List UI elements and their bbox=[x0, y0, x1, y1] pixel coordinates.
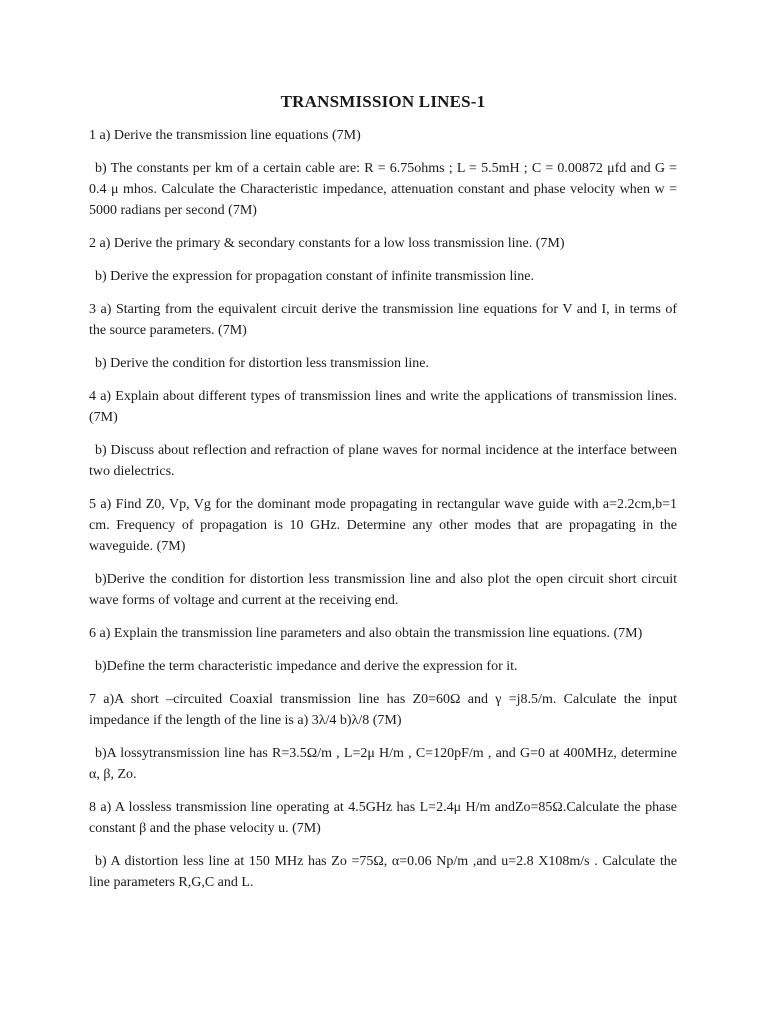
question-part-a: 8 a) A lossless transmission line operating at 4.5GHz has L=2.4μ H/m andZo=85Ω.Calculate the phase constant β and the phase velocity u. (7M) bbox=[89, 800, 677, 836]
question-part-b: b) Discuss about reflection and refraction of plane waves for normal incidence at the interface between two dielectrics. bbox=[89, 443, 677, 479]
question-part-b: b)Derive the condition for distortion less transmission line and also plot the open circuit short circuit wave forms of voltage and current at the receiving end. bbox=[89, 572, 677, 608]
question-part-a: 2 a) Derive the primary & secondary constants for a low loss transmission line. (7M) bbox=[89, 236, 565, 251]
document-page bbox=[89, 92, 677, 905]
question-part-a: 1 a) Derive the transmission line equations (7M) bbox=[89, 128, 361, 143]
question-part-a: 5 a) Find Z0, Vp, Vg for the dominant mode propagating in rectangular wave guide with a=2.2cm,b=1 cm. Frequency of propagation is 10 GHz. Determine any other modes that are propagating in the waveguide. (7M) bbox=[89, 497, 677, 554]
question-part-a: 6 a) Explain the transmission line parameters and also obtain the transmission line equations. (7M) bbox=[89, 626, 643, 641]
question-part-b: b) The constants per km of a certain cable are: R = 6.75ohms ; L = 5.5mH ; C = 0.00872 μfd and G = 0.4 μ mhos. Calculate the Characteristic impedance, attenuation constant and phase velocity when w = 5000 radians per second (7M) bbox=[89, 161, 677, 218]
question-part-a: 7 a)A short –circuited Coaxial transmission line has Z0=60Ω and γ =j8.5/m. Calculate the input impedance if the length of the line is a) 3λ/4 b)λ/8 (7M) bbox=[89, 692, 677, 728]
question-part-b: b) A distortion less line at 150 MHz has Zo =75Ω, α=0.06 Np/m ,and u=2.8 X108m/s . Calculate the line parameters R,G,C and L. bbox=[89, 854, 677, 890]
question-part-a: 3 a) Starting from the equivalent circuit derive the transmission line equations for V and I, in terms of the source parameters. (7M) bbox=[89, 302, 677, 338]
question-list bbox=[89, 125, 677, 893]
question-part-b: b)A lossytransmission line has R=3.5Ω/m , L=2μ H/m , C=120pF/m , and G=0 at 400MHz, determine α, β, Zo. bbox=[89, 746, 677, 782]
question-part-a: 4 a) Explain about different types of transmission lines and write the applications of transmission lines. (7M) bbox=[89, 389, 677, 425]
document-title: TRANSMISSION LINES-1 bbox=[280, 92, 486, 111]
question-part-b: b)Define the term characteristic impedance and derive the expression for it. bbox=[95, 659, 518, 674]
question-part-b: b) Derive the expression for propagation constant of infinite transmission line. bbox=[95, 269, 534, 284]
question-part-b: b) Derive the condition for distortion less transmission line. bbox=[95, 356, 430, 371]
